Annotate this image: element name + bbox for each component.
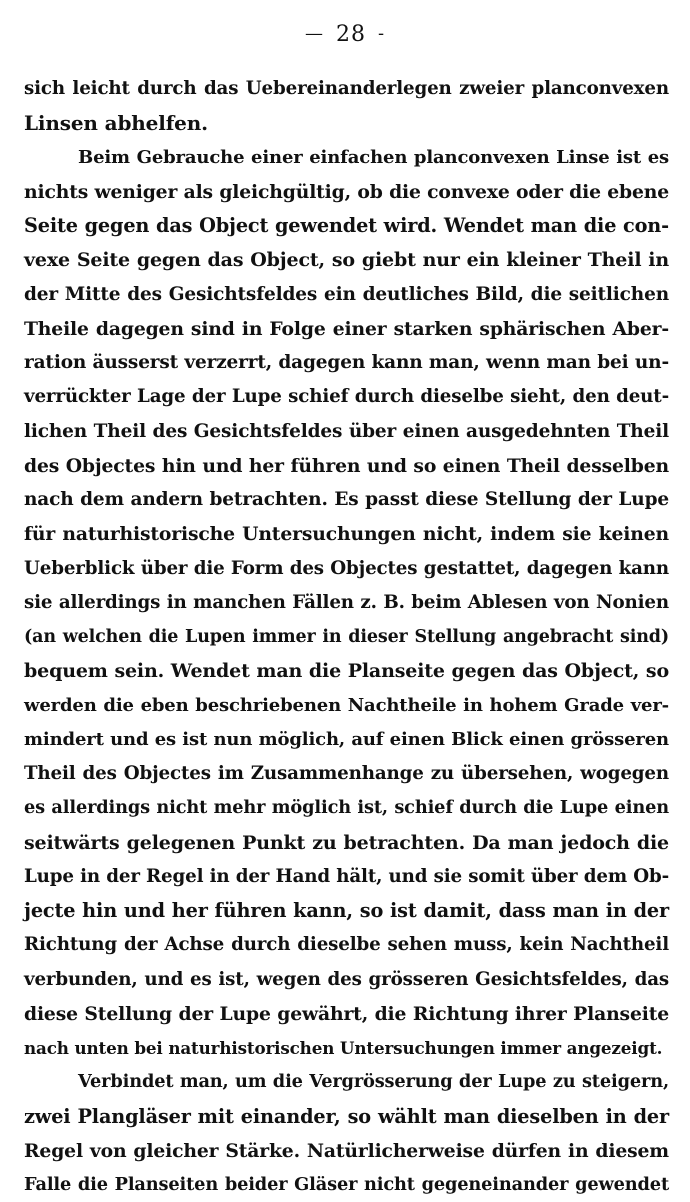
page-number: 28 xyxy=(335,22,366,47)
paragraph-start-line: Verbindet man, um die Vergrösserung der Lupe zu steigern, xyxy=(78,1071,669,1093)
text-line: ration äusserst verzerrt, dagegen kann man, wenn man bei un- xyxy=(24,352,669,373)
page-number-header xyxy=(0,22,690,47)
text-line: Theile dagegen sind in Folge einer starken sphärischen Aber- xyxy=(24,317,669,340)
text-line: vexe Seite gegen das Object, so giebt nur ein kleiner Theil in xyxy=(24,249,669,272)
text-line: jecte hin und her führen kann, so ist damit, dass man in der xyxy=(24,899,669,922)
text-line: diese Stellung der Lupe gewährt, die Richtung ihrer Planseite xyxy=(24,1002,669,1025)
text-line: es allerdings nicht mehr möglich ist, schief durch die Lupe einen xyxy=(24,797,669,819)
paragraph-start-line: Beim Gebrauche einer einfachen planconvexen Linse ist es xyxy=(78,146,669,168)
text-line: Seite gegen das Object gewendet wird. Wendet man die con- xyxy=(24,214,669,237)
text-line: bequem sein. Wendet man die Planseite gegen das Object, so xyxy=(24,660,669,683)
text-line: Richtung der Achse durch dieselbe sehen muss, kein Nachtheil xyxy=(24,934,669,956)
text-line: für naturhistorische Untersuchungen nicht, indem sie keinen xyxy=(24,523,669,546)
text-line: Theil des Objectes im Zusammenhange zu übersehen, wogegen xyxy=(24,763,669,784)
page-dash-right: - xyxy=(377,23,386,44)
text-line: zwei Plangläser mit einander, so wählt man dieselben in der xyxy=(24,1104,669,1128)
text-line: Regel von gleicher Stärke. Natürlicherweise dürfen in diesem xyxy=(24,1139,669,1162)
text-line: Ueberblick über die Form des Objectes gestattet, dagegen kann xyxy=(24,557,669,579)
text-line: verbunden, und es ist, wegen des grösseren Gesichtsfeldes, das xyxy=(24,968,669,990)
text-line: des Objectes hin und her führen und so einen Theil desselben xyxy=(24,454,669,477)
text-line: mindert und es ist nun möglich, auf einen Blick einen grösseren xyxy=(24,728,669,750)
text-line: sich leicht durch das Uebereinanderlegen zweier planconvexen xyxy=(24,78,669,99)
text-line: Lupe in der Regel in der Hand hält, und sie somit über dem Ob- xyxy=(24,865,669,887)
text-line: lichen Theil des Gesichtsfeldes über einen ausgedehnten Theil xyxy=(24,420,669,442)
text-line: Falle die Planseiten beider Gläser nicht gegeneinander gewendet xyxy=(24,1174,669,1195)
text-line: Linsen abhelfen. xyxy=(24,111,208,136)
text-line: nach unten bei naturhistorischen Untersuchungen immer angezeigt. xyxy=(24,1038,663,1058)
text-line: nichts weniger als gleichgültig, ob die convexe oder die ebene xyxy=(24,180,670,203)
text-line: werden die eben beschriebenen Nachtheile in hohem Grade ver- xyxy=(24,694,669,716)
text-line: der Mitte des Gesichtsfeldes ein deutliches Bild, die seitlichen xyxy=(24,283,669,305)
page-dash-left: — xyxy=(304,23,324,44)
body-text xyxy=(24,72,669,1202)
text-line: nach dem andern betrachten. Es passt diese Stellung der Lupe xyxy=(24,489,669,510)
text-line: (an welchen die Lupen immer in dieser Stellung angebracht sind) xyxy=(24,627,669,647)
text-line: sie allerdings in manchen Fällen z. B. beim Ablesen von Nonien xyxy=(24,591,669,613)
text-line: verrückter Lage der Lupe schief durch dieselbe sieht, den deut- xyxy=(24,386,669,408)
text-line: seitwärts gelegenen Punkt zu betrachten. Da man jedoch die xyxy=(24,831,669,854)
